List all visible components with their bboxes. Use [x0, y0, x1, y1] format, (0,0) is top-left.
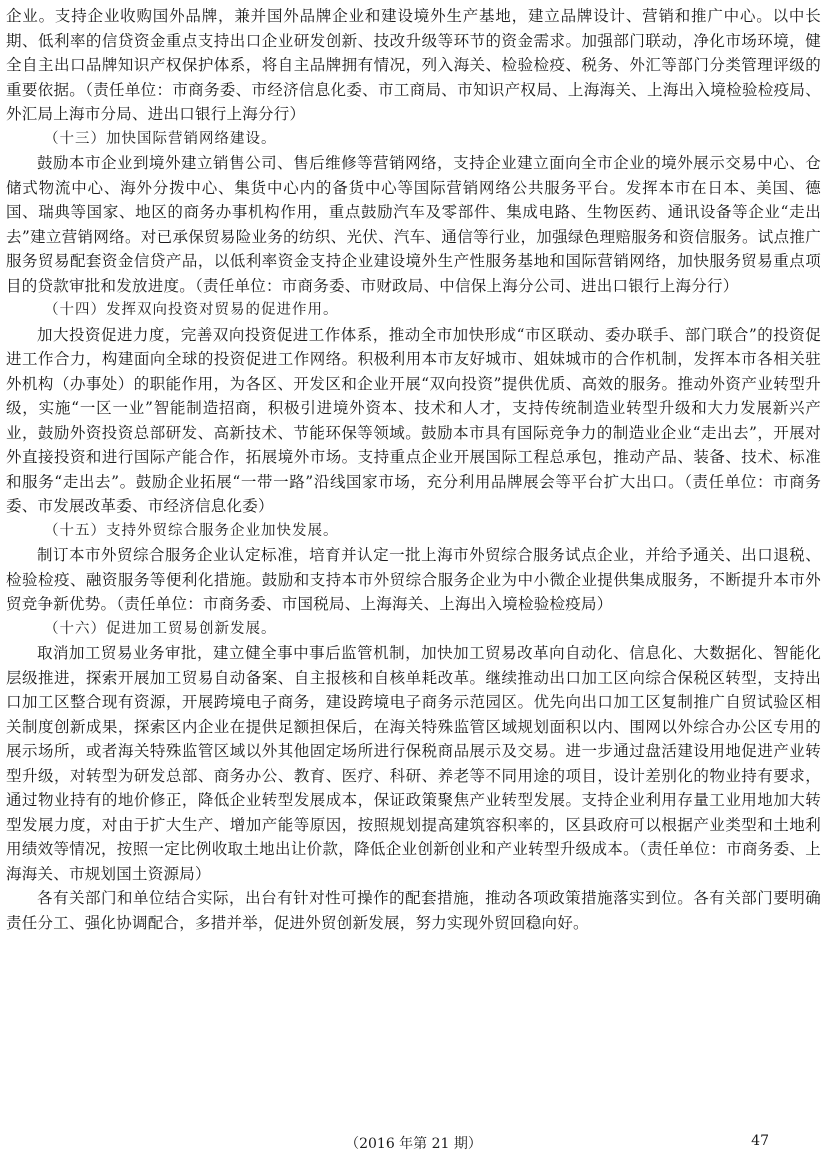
paragraph-closing: 各有关部门和单位结合实际，出台有针对性可操作的配套措施，推动各项政策措施落实到位。各有关部门要明确责任分工、强化协调配合，多措并举，促进外贸创新发展，努力实现外贸回稳向好。 [6, 889, 821, 932]
section-heading-13: （十三）加快国际营销网络建设。 [44, 130, 277, 147]
page-footer [0, 1129, 827, 1159]
paragraph-section-15: 制订本市外贸综合服务企业认定标准，培育并认定一批上海市外贸综合服务试点企业，并给予通关、出口退税、检验检疫、融资服务等便利化措施。鼓励和支持本市外贸综合服务企业为中小微企业提供集成服务，不断提升本市外贸竞争新优势。（责任单位：市商务委、市国税局、上海海关、上海出入境检验检疫局） [6, 546, 821, 613]
page-number: 47 [751, 1133, 769, 1149]
section-heading-14: （十四）发挥双向投资对贸易的促进作用。 [44, 302, 339, 318]
issue-label: （2016 年第 21 期） [345, 1136, 482, 1152]
document-page [6, 4, 821, 1132]
paragraph-section-16: 取消加工贸易业务审批，建立健全事中事后监管机制，加快加工贸易改革向自动化、信息化、大数据化、智能化层级推进，探索开展加工贸易自动备案、自主报核和自核单耗改革。继续推动出口加工区向综合保税区转型，支持出口加工区整合现有资源，开展跨境电子商务，建设跨境电子商务示范园区。优先向出口加工区复制推广自贸试验区相关制度创新成果，探索区内企业在提供足额担保后，在海关特殊监管区域规划面积以内、围网以外综合办公区专用的展示场所，或者海关特殊监管区域以外其他固定场所进行保税商品展示及交易。进一步通过盘活建设用地促进产业转型升级，对转型为研发总部、商务办公、教育、医疗、科研、养老等不同用途的项目，设计差别化的物业持有要求，通过物业持有的地价修正，降低企业转型发展成本，保证政策聚焦产业转型发展。支持企业利用存量工业用地加大转型发展力度，对由于扩大生产、增加产能等原因，按照规划提高建筑容积率的，区县政府可以根据产业类型和土地利用绩效等情况，按照一定比例收取土地出让价款，降低企业创新创业和产业转型升级成本。（责任单位：市商务委、上海海关、市规划国土资源局） [6, 644, 821, 883]
paragraph-section-14: 加大投资促进力度，完善双向投资促进工作体系，推动全市加快形成“市区联动、委办联手、部门联合”的投资促进工作合力，构建面向全球的投资促进工作网络。积极利用本市友好城市、姐妹城市的合作机制，发挥本市各相关驻外机构（办事处）的职能作用，为各区、开发区和企业开展“双向投资”提供优质、高效的服务。推动外资产业转型升级，实施“一区一业”智能制造招商，积极引进境外资本、技术和人才，支持传统制造业转型升级和大力发展新兴产业，鼓励外资投资总部研发、高新技术、节能环保等领域。鼓励本市具有国际竞争力的制造业企业“走出去”，开展对外直接投资和进行国际产能合作，拓展境外市场。支持重点企业开展国际工程总承包，推动产品、装备、技术、标准和服务“走出去”。鼓励企业拓展“一带一路”沿线国家市场，充分利用品牌展会等平台扩大出口。（责任单位：市商务委、市发展改革委、市经济信息化委） [6, 325, 821, 515]
section-heading-15: （十五）支持外贸综合服务企业加快发展。 [44, 522, 339, 539]
paragraph-continuation: 企业。支持企业收购国外品牌，兼并国外品牌企业和建设境外生产基地，建立品牌设计、营销和推广中心。以中长期、低利率的信贷资金重点支持出口企业研发创新、技改升级等环节的资金需求。加强部门联动，净化市场环境，健全自主出口品牌知识产权保护体系，将自主品牌拥有情况，列入海关、检验检疫、税务、外汇等部门分类管理评级的重要依据。（责任单位：市商务委、市经济信息化委、市工商局、市知识产权局、上海海关、上海出入境检验检疫局、外汇局上海市分局、进出口银行上海分行） [6, 7, 821, 123]
section-heading-16: （十六）促进加工贸易创新发展。 [44, 620, 277, 637]
paragraph-section-13: 鼓励本市企业到境外建立销售公司、售后维修等营销网络，支持企业建立面向全市企业的境外展示交易中心、仓储式物流中心、海外分拨中心、集货中心内的备货中心等国际营销网络公共服务平台。发挥本市在日本、美国、德国、瑞典等国家、地区的商务办事机构作用，重点鼓励汽车及零部件、集成电路、生物医药、通讯设备等企业“走出去”建立营销网络。对已承保贸易险业务的纺织、光伏、汽车、通信等行业，加强绿色理赔服务和资信服务。试点推广服务贸易配套资金信贷产品，以低利率资金支持企业建设境外生产性服务基地和国际营销网络，加快服务贸易重点项目的贷款审批和发放进度。（责任单位：市商务委、市财政局、中信保上海分公司、进出口银行上海分行） [6, 154, 821, 295]
